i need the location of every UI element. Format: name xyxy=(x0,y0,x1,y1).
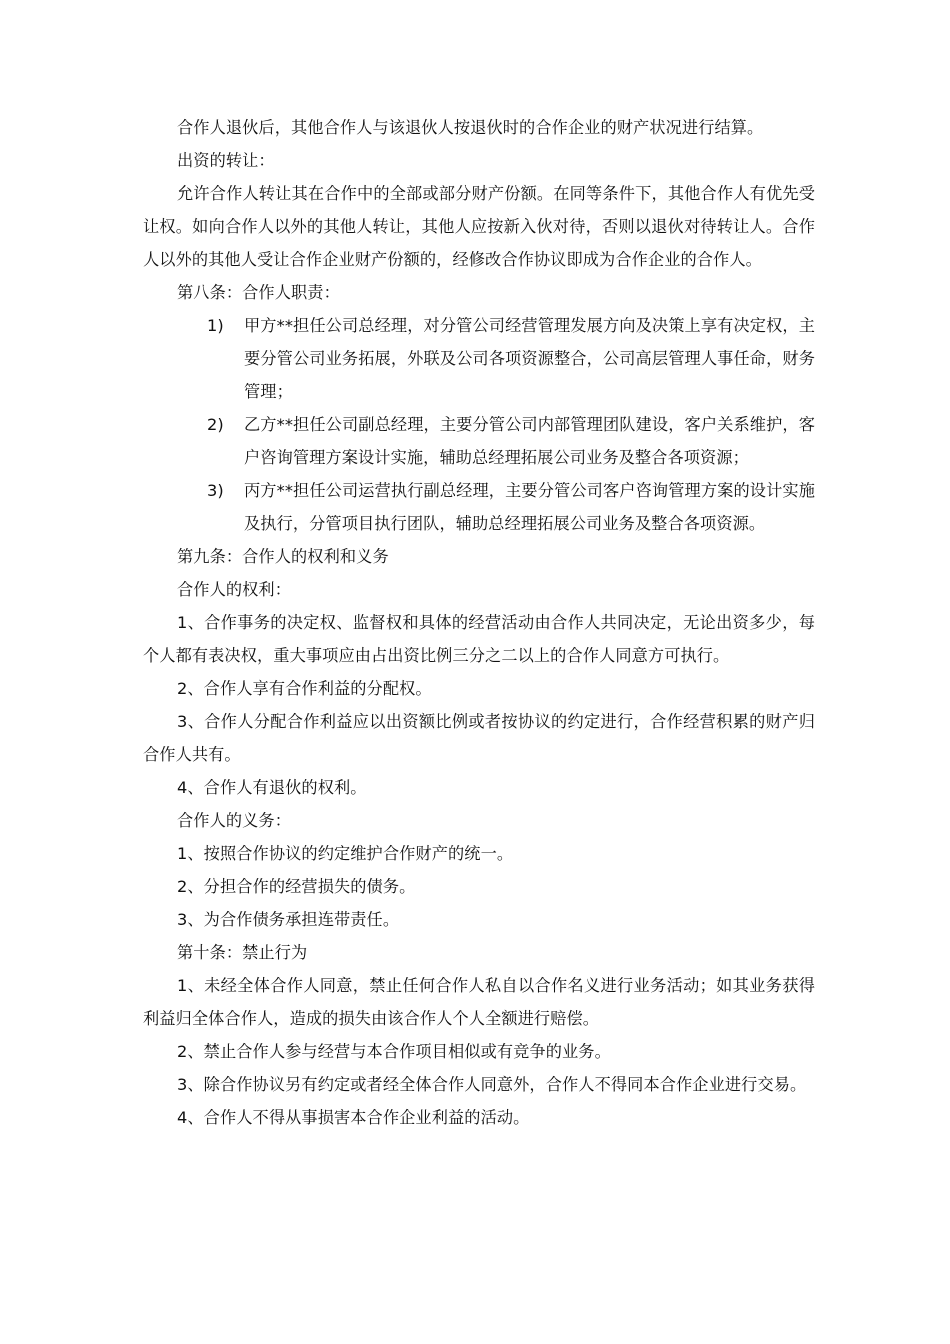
list-item-text: 丙方**担任公司运营执行副总经理，主要分管公司客户咨询管理方案的设计实施及执行，分管项目执行团队，辅助总经理拓展公司业务及整合各项资源。 xyxy=(244,481,815,533)
list-item-text: 乙方**担任公司副总经理，主要分管公司内部管理团队建设，客户关系维护，客户咨询管理方案设计实施，辅助总经理拓展公司业务及整合各项资源； xyxy=(244,415,815,467)
paragraph: 2、合作人享有合作利益的分配权。 xyxy=(177,679,432,698)
paragraph: 1、未经全体合作人同意，禁止任何合作人私自以合作名义进行业务活动；如其业务获得利益归全体合作人，造成的损失由该合作人个人全额进行赔偿。 xyxy=(143,976,815,1028)
list-number: 3) xyxy=(207,481,224,500)
list-number: 1) xyxy=(207,316,224,335)
paragraph: 2、分担合作的经营损失的债务。 xyxy=(177,877,416,896)
paragraph: 3、除合作协议另有约定或者经全体合作人同意外，合作人不得同本合作企业进行交易。 xyxy=(177,1075,807,1094)
paragraph: 4、合作人不得从事损害本合作企业利益的活动。 xyxy=(177,1108,530,1127)
paragraph: 3、合作人分配合作利益应以出资额比例或者按协议的约定进行，合作经营积累的财产归合作人共有。 xyxy=(143,712,815,764)
paragraph: 2、禁止合作人参与经营与本合作项目相似或有竞争的业务。 xyxy=(177,1042,611,1061)
section-heading: 第八条：合作人职责： xyxy=(177,283,340,302)
subheading: 合作人的义务： xyxy=(177,811,292,830)
paragraph: 1、合作事务的决定权、监督权和具体的经营活动由合作人共同决定，无论出资多少，每个人都有表决权，重大事项应由占出资比例三分之二以上的合作人同意方可执行。 xyxy=(143,613,815,665)
section-heading: 第九条：合作人的权利和义务 xyxy=(177,547,389,566)
list-item xyxy=(143,408,815,474)
paragraph: 1、按照合作协议的约定维护合作财产的统一。 xyxy=(177,844,514,863)
paragraph: 出资的转让： xyxy=(177,151,275,170)
list-item xyxy=(143,474,815,540)
paragraph: 允许合作人转让其在合作中的全部或部分财产份额。在同等条件下，其他合作人有优先受让权。如向合作人以外的其他人转让，其他人应按新入伙对待，否则以退伙对待转让人。合作人以外的其他人受让合作企业财产份额的，经修改合作协议即成为合作企业的合作人。 xyxy=(143,184,815,269)
paragraph: 合作人退伙后，其他合作人与该退伙人按退伙时的合作企业的财产状况进行结算。 xyxy=(177,118,764,137)
section-heading: 第十条：禁止行为 xyxy=(177,943,308,962)
paragraph: 4、合作人有退伙的权利。 xyxy=(177,778,367,797)
list-item xyxy=(143,309,815,408)
paragraph: 3、为合作债务承担连带责任。 xyxy=(177,910,400,929)
list-number: 2) xyxy=(207,415,224,434)
subheading: 合作人的权利： xyxy=(177,580,292,599)
document-body xyxy=(143,111,815,1134)
list-item-text: 甲方**担任公司总经理，对分管公司经营管理发展方向及决策上享有决定权，主要分管公司业务拓展，外联及公司各项资源整合，公司高层管理人事任命，财务管理； xyxy=(244,316,815,401)
